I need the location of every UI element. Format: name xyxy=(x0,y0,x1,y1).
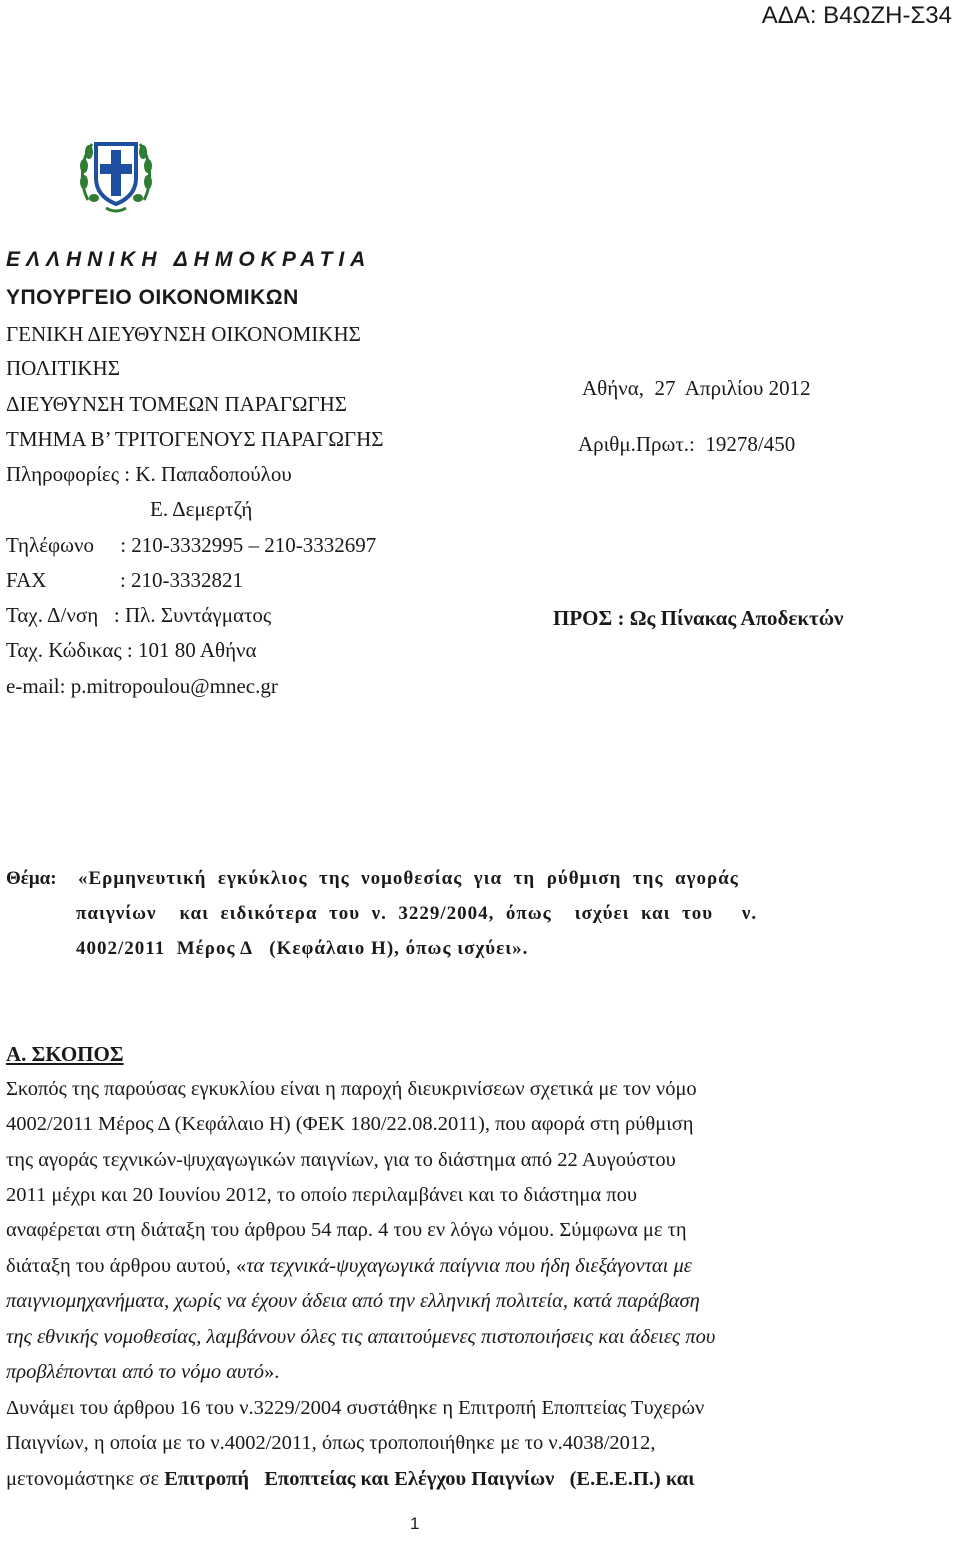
body-line: της αγοράς τεχνικών-ψυχαγωγικών παιγνίων, για το διάστημα από 22 Αυγούστου xyxy=(6,1149,676,1171)
greek-state-emblem-icon xyxy=(78,130,154,216)
body-line: Παιγνίων, η οποία με το ν.4002/2011, όπως τροποποιήθηκε με το ν.4038/2012, xyxy=(6,1432,656,1454)
protocol-number: Αριθμ.Πρωτ.: 19278/450 xyxy=(578,432,796,456)
body-line: της εθνικής νομοθεσίας, λαμβάνουν όλες τις απαιτούμενες πιστοποιήσεις και άδειες που xyxy=(6,1326,716,1348)
republic-heading: ΕΛΛΗΝΙΚΗ ΔΗΜΟΚΡΑΤΙΑ xyxy=(6,248,372,271)
postal-code-line: Ταχ. Κώδικας : 101 80 Αθήνα xyxy=(6,638,257,662)
body-line: αναφέρεται στη διάταξη του άρθρου 54 παρ. 4 του εν λόγω νόμου. Σύμφωνα με τη xyxy=(6,1219,687,1241)
page-number: 1 xyxy=(410,1514,420,1533)
body-line: μετονομάστηκε σε Επιτροπή Εποπτείας και Ελέγχου Παιγνίων (Ε.Ε.Ε.Π.) και xyxy=(6,1468,695,1490)
email-line: e-mail: p.mitropoulou@mnec.gr xyxy=(6,674,278,698)
subject-line: 4002/2011 Μέρος Δ (Κεφάλαιο Η), όπως ισχύει». xyxy=(76,938,529,959)
info-line: Ε. Δεμερτζή xyxy=(150,497,253,521)
address-line: Ταχ. Δ/νση : Πλ. Συντάγματος xyxy=(6,603,272,627)
ministry-heading: ΥΠΟΥΡΓΕΙΟ ΟΙΚΟΝΟΜΙΚΩΝ xyxy=(6,286,299,309)
phone-line: Τηλέφωνο : 210-3332995 – 210-3332697 xyxy=(6,533,377,557)
subject-label: Θέμα: xyxy=(6,868,57,889)
italic-quote: τα τεχνικά-ψυχαγωγικά παίγνια που ήδη διεξάγονται με xyxy=(246,1255,692,1277)
body-line: 2011 μέχρι και 20 Ιουνίου 2012, το οποίο περιλαμβάνει και το διάστημα που xyxy=(6,1184,637,1206)
fax-line: FAX : 210-3332821 xyxy=(6,568,244,592)
subject-line: παιγνίων και ειδικότερα του ν. 3229/2004, όπως ισχύει και του ν. xyxy=(76,903,758,924)
body-line: προβλέπονται από το νόμο αυτό ». xyxy=(6,1361,280,1383)
body-line: διάταξη του άρθρου αυτού, « τα τεχνικά-ψυχαγωγικά παίγνια που ήδη διεξάγονται με xyxy=(6,1255,692,1277)
section-a-heading: Α. ΣΚΟΠΟΣ xyxy=(6,1042,124,1066)
committee-name: Επιτροπή Εποπτείας και Ελέγχου Παιγνίων (Ε.Ε.Ε.Π.) και xyxy=(164,1468,695,1490)
recipient-line: ΠΡΟΣ : Ως Πίνακας Αποδεκτών xyxy=(553,606,844,630)
header-line: ΔΙΕΥΘΥΝΣΗ ΤΟΜΕΩΝ ΠΑΡΑΓΩΓΗΣ xyxy=(6,392,348,416)
body-line: Σκοπός της παρούσας εγκυκλίου είναι η παροχή διευκρινίσεων σχετικά με τον νόμο xyxy=(6,1078,697,1100)
date-line: Αθήνα, 27 Απριλίου 2012 xyxy=(582,376,811,400)
info-line: Πληροφορίες : Κ. Παπαδοπούλου xyxy=(6,462,292,486)
subject-line: «Ερμηνευτική εγκύκλιος της νομοθεσίας για τη ρύθμιση της αγοράς xyxy=(78,868,739,889)
header-line: ΤΜΗΜΑ Β’ ΤΡΙΤΟΓΕΝΟΥΣ ΠΑΡΑΓΩΓΗΣ xyxy=(6,427,384,451)
body-line: Δυνάμει του άρθρου 16 του ν.3229/2004 συστάθηκε η Επιτροπή Εποπτείας Τυχερών xyxy=(6,1397,705,1419)
header-line: ΓΕΝΙΚΗ ΔΙΕΥΘΥΝΣΗ ΟΙΚΟΝΟΜΙΚΗΣ xyxy=(6,322,361,346)
italic-quote: προβλέπονται από το νόμο αυτό xyxy=(6,1361,264,1383)
body-line: 4002/2011 Μέρος Δ (Κεφάλαιο Η) (ΦΕΚ 180/22.08.2011), που αφορά στη ρύθμιση xyxy=(6,1113,694,1135)
ada-code: ΑΔΑ: Β4ΩΖΗ-Σ34 xyxy=(761,2,952,29)
header-line: ΠΟΛΙΤΙΚΗΣ xyxy=(6,356,120,380)
body-line: παιγνιομηχανήματα, χωρίς να έχουν άδεια από την ελληνική πολιτεία, κατά παράβαση xyxy=(6,1290,700,1312)
